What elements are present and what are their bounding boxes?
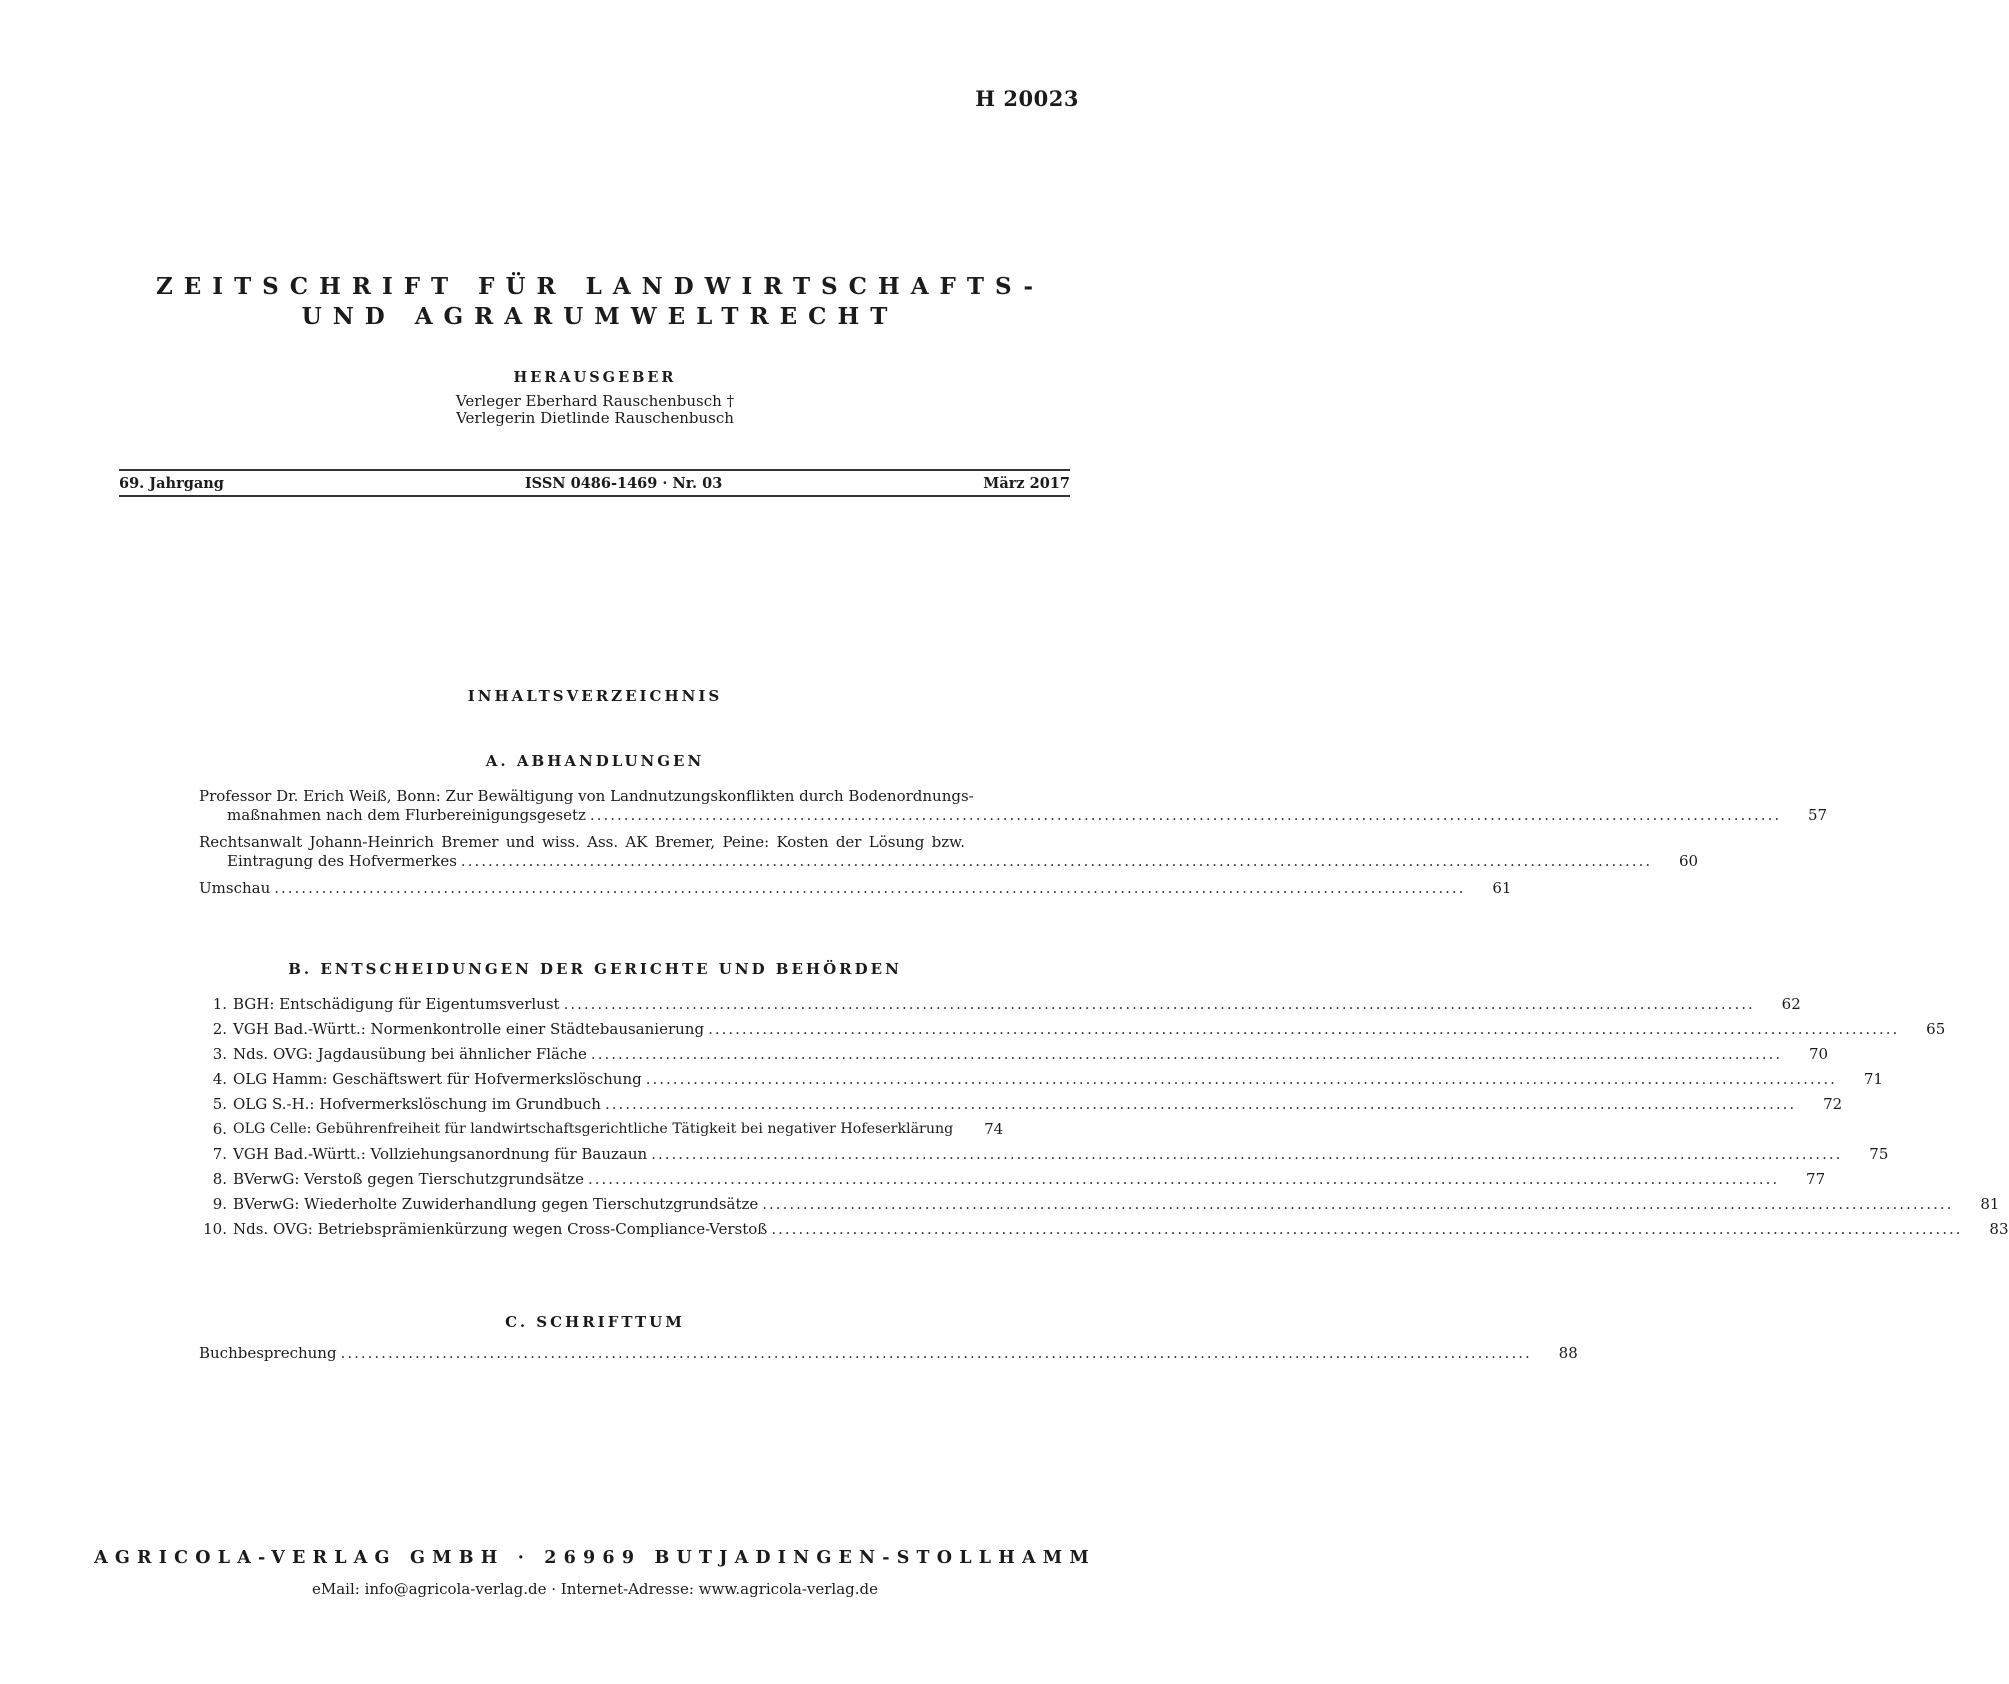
toc-entry[interactable] bbox=[199, 833, 1699, 871]
dot-leader: ................................................................................................................................................................................ bbox=[645, 1070, 1837, 1088]
toc-entry-number: 6. bbox=[212, 1120, 227, 1138]
toc-page-number: 74 bbox=[984, 1120, 1004, 1138]
issue-info-bar bbox=[119, 469, 1070, 497]
toc-page-number: 71 bbox=[1863, 1070, 1883, 1088]
dot-leader: ................................................................................................................................................................................ bbox=[589, 806, 1782, 824]
section-a-heading: A. ABHANDLUNGEN bbox=[485, 752, 705, 770]
dot-leader: ................................................................................................................................................................................ bbox=[590, 1045, 1783, 1063]
issue-date: März 2017 bbox=[983, 474, 1070, 492]
section-c-heading: C. SCHRIFTTUM bbox=[505, 1313, 685, 1331]
toc-entry-number: 4. bbox=[212, 1070, 227, 1088]
toc-entry-title: BVerwG: Wiederholte Zuwiderhandlung gegen Tierschutzgrundsätze bbox=[233, 1195, 759, 1213]
editors-label: HERAUSGEBER bbox=[513, 369, 677, 386]
editor-name: Verleger Eberhard Rauschenbusch † bbox=[455, 392, 735, 410]
toc-entry-line: maßnahmen nach dem Flurbereinigungsgesetz bbox=[227, 806, 586, 824]
dot-leader: ................................................................................................................................................................................ bbox=[274, 879, 1466, 897]
document-code: H 20023 bbox=[975, 86, 1079, 111]
toc-entry-number: 8. bbox=[212, 1170, 227, 1188]
journal-title-line-1: ZEITSCHRIFT FÜR LANDWIRTSCHAFTS- bbox=[155, 273, 1044, 300]
toc-entry-number: 1. bbox=[212, 995, 227, 1013]
toc-page-number: 75 bbox=[1869, 1145, 1889, 1163]
toc-entry-title: VGH Bad.-Württ.: Normenkontrolle einer Städtebausanierung bbox=[233, 1020, 705, 1038]
toc-page-number: 62 bbox=[1781, 995, 1801, 1013]
toc-entry-title: Buchbesprechung bbox=[199, 1344, 337, 1362]
toc-entry[interactable] bbox=[199, 1120, 1002, 1139]
toc-entry-title: Umschau bbox=[199, 879, 271, 897]
section-c-entries bbox=[199, 1344, 1578, 1363]
section-b-entries bbox=[199, 995, 2009, 1245]
dot-leader: ................................................................................................................................................................................ bbox=[762, 1195, 1954, 1213]
toc-entry-title: Nds. OVG: Jagdausübung bei ähnlicher Fläche bbox=[233, 1045, 587, 1063]
toc-entry-title: BGH: Entschädigung für Eigentumsverlust bbox=[233, 995, 560, 1013]
toc-entry-number: 7. bbox=[212, 1145, 227, 1163]
publisher-contact: eMail: info@agricola-verlag.de · Internet-Adresse: www.agricola-verlag.de bbox=[311, 1580, 879, 1598]
toc-entry[interactable] bbox=[199, 1195, 2000, 1214]
toc-page-number: 61 bbox=[1492, 879, 1512, 897]
toc-page-number: 57 bbox=[1808, 806, 1828, 824]
toc-entry-number: 3. bbox=[212, 1045, 227, 1063]
section-a-entries bbox=[199, 787, 1828, 898]
toc-entry-number: 2. bbox=[212, 1020, 227, 1038]
toc-entry[interactable] bbox=[199, 1220, 2009, 1239]
toc-entry-line: Eintragung des Hofvermerkes bbox=[227, 852, 457, 870]
journal-title bbox=[0, 272, 1190, 332]
toc-entry[interactable] bbox=[199, 1344, 1578, 1363]
dot-leader: ................................................................................................................................................................................ bbox=[708, 1020, 1900, 1038]
section-b-heading: B. ENTSCHEIDUNGEN DER GERICHTE UND BEHÖRDEN bbox=[288, 960, 902, 978]
toc-entry-number: 10. bbox=[203, 1220, 227, 1238]
toc-entry-title: OLG S.-H.: Hofvermerkslöschung im Grundbuch bbox=[233, 1095, 601, 1113]
toc-entry[interactable] bbox=[199, 1145, 1889, 1164]
toc-page-number: 72 bbox=[1823, 1095, 1843, 1113]
toc-entry-title: OLG Hamm: Geschäftswert für Hofvermerkslöschung bbox=[233, 1070, 642, 1088]
toc-page-number: 88 bbox=[1558, 1344, 1578, 1362]
dot-leader: ................................................................................................................................................................................ bbox=[651, 1145, 1843, 1163]
journal-title-line-2: UND AGRARUMWELTRECHT bbox=[301, 303, 899, 330]
toc-entry[interactable] bbox=[199, 995, 1801, 1014]
toc-entry-number: 5. bbox=[212, 1095, 227, 1113]
toc-entry-title: OLG Celle: Gebührenfreiheit für landwirtschaftsgerichtliche Tätigkeit bei negativer Hofeserklärung bbox=[233, 1121, 954, 1137]
dot-leader: ................................................................................................................................................................................ bbox=[563, 995, 1755, 1013]
toc-entry-number: 9. bbox=[212, 1195, 227, 1213]
issue-issn: ISSN 0486-1469 · Nr. 03 bbox=[524, 474, 723, 492]
toc-entry[interactable] bbox=[199, 1070, 1883, 1089]
toc-page-number: 65 bbox=[1926, 1020, 1946, 1038]
issue-volume: 69. Jahrgang bbox=[119, 474, 224, 492]
toc-entry-title: Nds. OVG: Betriebsprämienkürzung wegen Cross-Compliance-Verstoß bbox=[233, 1220, 768, 1238]
toc-entry[interactable] bbox=[199, 1095, 1843, 1114]
dot-leader: ................................................................................................................................................................................ bbox=[771, 1220, 1963, 1238]
toc-entry[interactable] bbox=[199, 787, 1828, 825]
toc-heading: INHALTSVERZEICHNIS bbox=[467, 687, 723, 705]
editors-block bbox=[0, 369, 1190, 427]
toc-entry-title: VGH Bad.-Württ.: Vollziehungsanordnung für Bauzaun bbox=[233, 1145, 648, 1163]
toc-entry[interactable] bbox=[199, 1045, 1829, 1064]
dot-leader: ................................................................................................................................................................................ bbox=[460, 852, 1653, 870]
toc-page-number: 81 bbox=[1980, 1195, 2000, 1213]
toc-page-number: 70 bbox=[1809, 1045, 1829, 1063]
toc-entry[interactable] bbox=[199, 879, 1512, 898]
toc-entry[interactable] bbox=[199, 1020, 1946, 1039]
publisher-line: AGRICOLA-VERLAG GMBH · 26969 BUTJADINGEN-STOLLHAMM bbox=[94, 1548, 1096, 1568]
toc-entry-line: Rechtsanwalt Johann-Heinrich Bremer und wiss. Ass. AK Bremer, Peine: Kosten der Lösung bzw. bbox=[199, 833, 965, 851]
editor-name: Verlegerin Dietlinde Rauschenbusch bbox=[456, 409, 734, 427]
toc-page-number: 60 bbox=[1679, 852, 1699, 870]
toc-page-number: 83 bbox=[1989, 1220, 2009, 1238]
toc-page-number: 77 bbox=[1806, 1170, 1826, 1188]
dot-leader: ................................................................................................................................................................................ bbox=[587, 1170, 1780, 1188]
dot-leader: ................................................................................................................................................................................ bbox=[340, 1344, 1532, 1362]
toc-entry[interactable] bbox=[199, 1170, 1826, 1189]
dot-leader: ................................................................................................................................................................................ bbox=[604, 1095, 1797, 1113]
toc-entry-title: BVerwG: Verstoß gegen Tierschutzgrundsätze bbox=[233, 1170, 584, 1188]
toc-entry-line: Professor Dr. Erich Weiß, Bonn: Zur Bewältigung von Landnutzungskonflikten durch Bodenordnungs- bbox=[199, 787, 974, 805]
